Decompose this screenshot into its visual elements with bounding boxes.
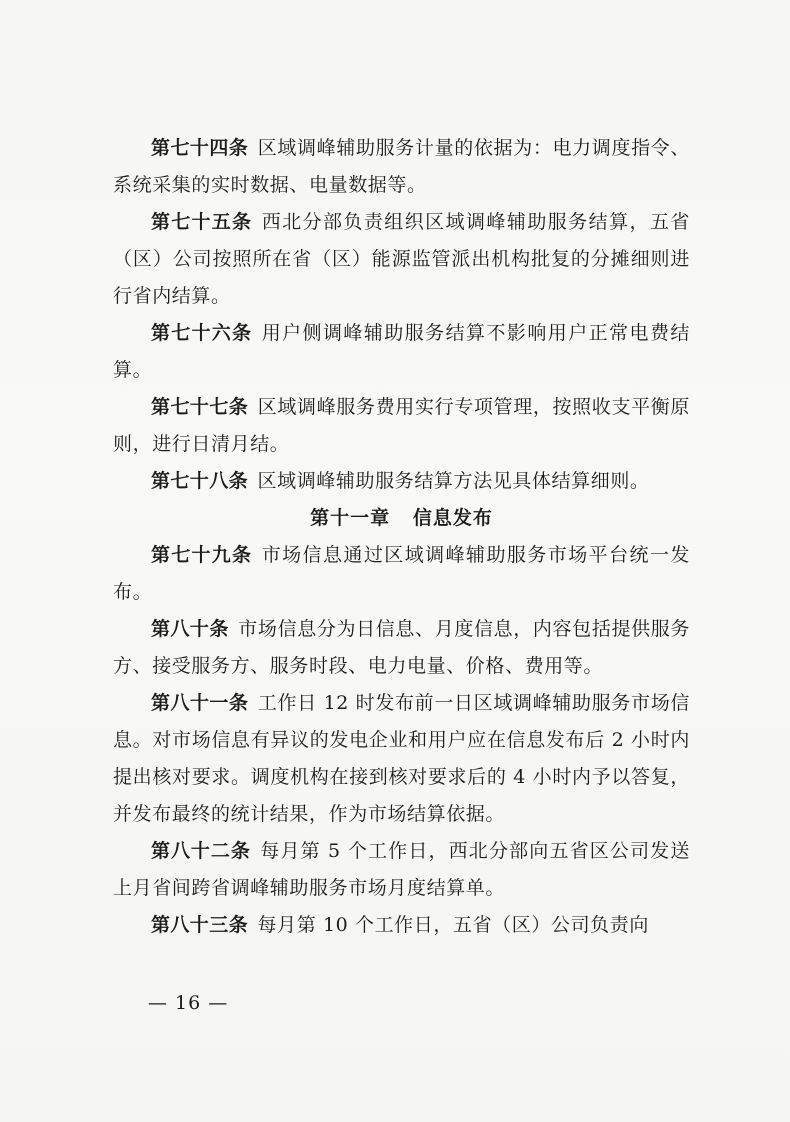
article-label: 第八十三条: [151, 914, 249, 936]
article-78: [113, 463, 690, 500]
article-label: 第八十二条: [151, 840, 251, 862]
article-text: 每月第 5 个工作日，西北分部向五省区公司发送上月省间跨省调峰辅助服务市场月度结算单。: [113, 840, 690, 899]
article-text: 市场信息通过区域调峰辅助服务市场平台统一发布。: [113, 544, 690, 603]
document-body: [113, 130, 690, 944]
article-76: [113, 315, 690, 389]
page-number: — 16 —: [148, 992, 229, 1014]
article-74: [113, 130, 690, 204]
article-text: 区域调峰辅助服务结算方法见具体结算细则。: [257, 470, 650, 492]
article-text: 市场信息分为日信息、月度信息，内容包括提供服务方、接受服务方、服务时段、电力电量、价格、费用等。: [113, 618, 690, 677]
article-80: [113, 611, 690, 685]
article-label: 第七十六条: [151, 322, 253, 344]
article-text: 工作日 12 时发布前一日区域调峰辅助服务市场信息。对市场信息有异议的发电企业和用户应在信息发布后 2 小时内提出核对要求。调度机构在接到核对要求后的 4 小时内予以答复，并发布最终的统计结果，作为市场结算依据。: [113, 692, 690, 825]
article-text: 区域调峰服务费用实行专项管理，按照收支平衡原则，进行日清月结。: [113, 396, 690, 455]
article-79: [113, 537, 690, 611]
article-82: [113, 833, 690, 907]
article-label: 第八十一条: [151, 692, 249, 714]
article-81: [113, 685, 690, 833]
article-label: 第七十五条: [151, 211, 253, 233]
article-text: 每月第 10 个工作日，五省（区）公司负责向: [257, 914, 649, 936]
article-label: 第七十八条: [151, 470, 249, 492]
article-83: [113, 907, 690, 944]
article-label: 第七十九条: [151, 544, 253, 566]
article-text: 区域调峰辅助服务计量的依据为：电力调度指令、系统采集的实时数据、电量数据等。: [113, 137, 690, 196]
article-75: [113, 204, 690, 315]
article-label: 第八十条: [151, 618, 229, 640]
article-label: 第七十七条: [151, 396, 249, 418]
chapter-number: 第十一章: [310, 507, 391, 529]
article-text: 用户侧调峰辅助服务结算不影响用户正常电费结算。: [113, 322, 690, 381]
chapter-heading: [113, 500, 690, 537]
chapter-title: 信息发布: [412, 507, 493, 529]
article-label: 第七十四条: [151, 137, 249, 159]
article-text: 西北分部负责组织区域调峰辅助服务结算，五省（区）公司按照所在省（区）能源监管派出机构批复的分摊细则进行省内结算。: [113, 211, 690, 307]
article-77: [113, 389, 690, 463]
